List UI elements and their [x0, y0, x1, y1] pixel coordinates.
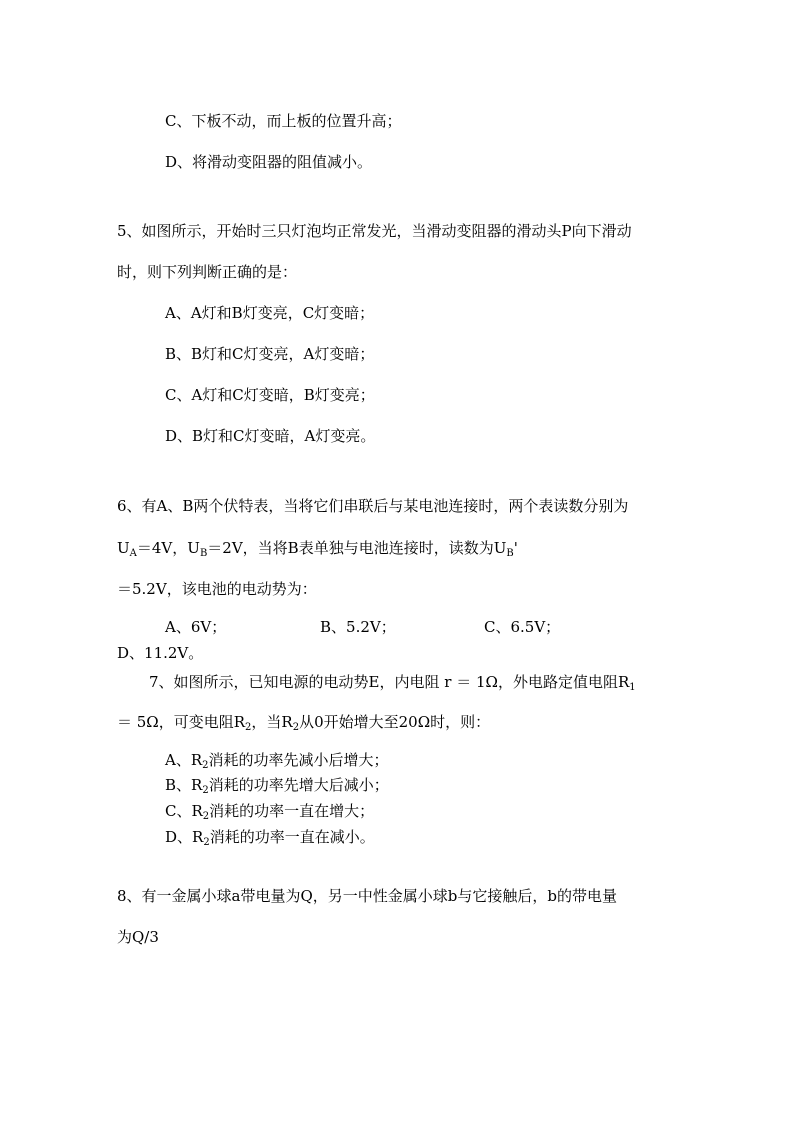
q5-stem-line1: 5、如图所示，开始时三只灯泡均正常发光，当滑动变阻器的滑动头P向下滑动	[117, 222, 632, 240]
q6-option-c: C、6.5V；	[484, 618, 561, 636]
q5-option-a: A、A灯和B灯变亮，C灯变暗；	[165, 304, 375, 322]
q7-stem-line1: 7、如图所示，已知电源的电动势E，内电阻 r ＝ 1Ω，外电路定值电阻$R_1$	[149, 673, 636, 693]
q5-stem-line2: 时，则下列判断正确的是：	[117, 263, 298, 281]
q7-option-a: A、$R_2$消耗的功率先减小后增大；	[165, 751, 389, 771]
q6-stem-line1: 6、有A、B两个伏特表，当将它们串联后与某电池连接时，两个表读数分别为	[117, 497, 629, 515]
q5-option-b: B、B灯和C灯变亮，A灯变暗；	[165, 345, 375, 363]
q6-option-a: A、6V；	[165, 618, 227, 636]
q7-option-d: D、$R_2$消耗的功率一直在减小。	[165, 828, 375, 848]
q6-option-d: D、11.2V。	[117, 644, 204, 662]
q7-option-b: B、$R_2$消耗的功率先增大后减小；	[165, 776, 389, 796]
q8-stem-line2: 为Q/3	[117, 928, 159, 946]
q6-stem-line2: $U_A=4V$，$U_B=2V$，当将B表单独与电池连接时，读数为$U_B'$	[117, 539, 518, 559]
q6-options-row	[0, 617, 794, 637]
q4-option-c: C、下板不动，而上板的位置升高；	[165, 112, 402, 130]
q7-stem-line2: ＝ 5Ω，可变电阻$R_2$，当$R_2$从0开始增大至20Ω时，则：	[117, 713, 491, 733]
q4-option-d: D、将滑动变阻器的阻值减小。	[165, 153, 373, 171]
q6-stem-line3: ＝5.2V，该电池的电动势为：	[117, 580, 317, 598]
q8-stem-line1: 8、有一金属小球a带电量为Q，另一中性金属小球b与它接触后，b的带电量	[117, 887, 617, 905]
q7-option-c: C、$R_2$消耗的功率一直在增大；	[165, 802, 375, 822]
q6-option-b: B、5.2V；	[320, 618, 396, 636]
q5-option-d: D、B灯和C灯变暗，A灯变亮。	[165, 427, 376, 445]
q5-option-c: C、A灯和C灯变暗，B灯变亮；	[165, 386, 375, 404]
